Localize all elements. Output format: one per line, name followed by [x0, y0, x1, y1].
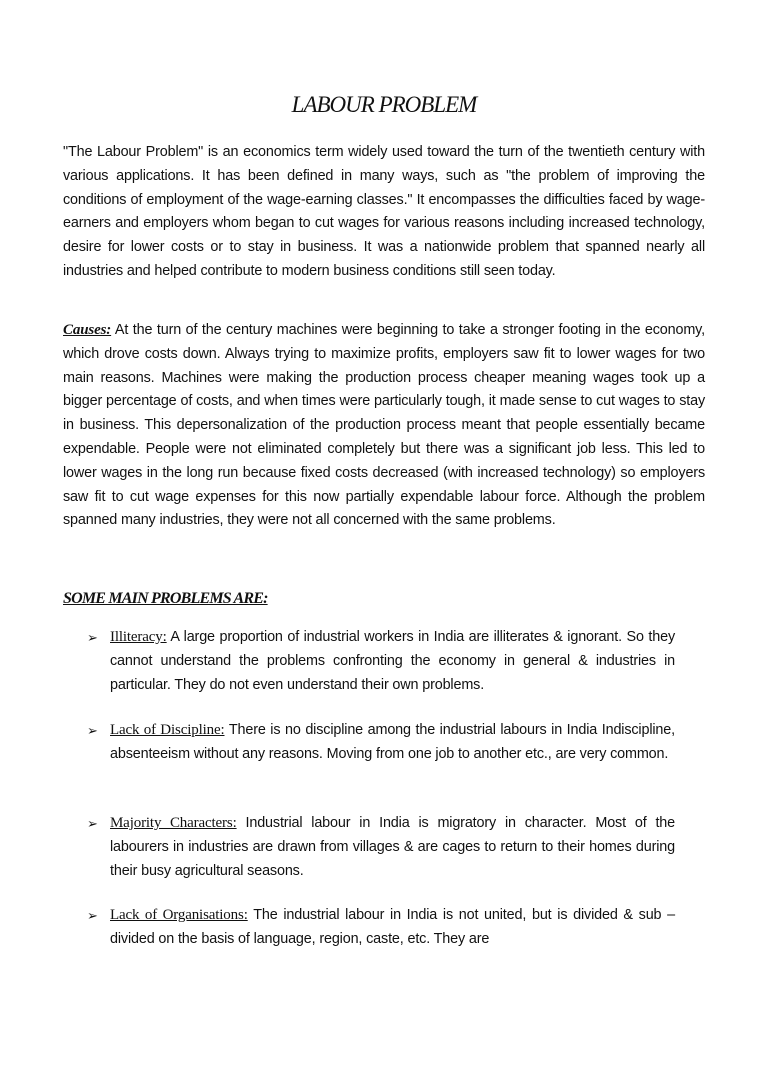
item-label: Lack of Discipline:	[110, 722, 225, 738]
item-text: A large proportion of industrial workers in India are illiterates & ignorant. So they cannot understand the problems confronting the economy in general & industries in particular. They do not even understand their own problems.	[110, 629, 675, 693]
item-text: There is no discipline among the industrial labours in India Indiscipline, absenteeism without any reasons. Moving from one job to another etc., are very common.	[110, 722, 675, 762]
causes-label: Causes:	[63, 322, 112, 338]
item-text: The industrial labour in India is not united, but is divided & sub – divided on the basis of language, region, caste, etc. They are	[110, 907, 676, 947]
item-label: Majority Characters:	[110, 815, 237, 831]
list-item	[87, 626, 675, 697]
intro-paragraph: "The Labour Problem" is an economics term widely used toward the turn of the twentieth century with various applications. It has been defined in many ways, such as "the problem of improving the conditions of employment of the wage-earning classes." It encompasses the difficulties faced by wage-earners and employers whom began to cut wages for various reasons including increased technology, desire for lower costs or to stay in business. It was a nationwide problem that spanned nearly all industries and helped contribute to modern business conditions still seen today.	[63, 144, 705, 279]
arrow-bullet-icon: ➢	[87, 630, 98, 645]
arrow-bullet-icon: ➢	[87, 908, 98, 923]
list-item	[87, 904, 675, 952]
page-title: LABOUR PROBLEM	[291, 92, 477, 117]
causes-paragraph	[63, 319, 705, 533]
item-text: Industrial labour in India is migratory in character. Most of the labourers in industries are drawn from villages & are cages to return to their homes during their busy agricultural seasons.	[110, 815, 675, 879]
problems-heading: SOME MAIN PROBLEMS ARE:	[63, 590, 268, 607]
list-item	[87, 719, 675, 767]
arrow-bullet-icon: ➢	[87, 723, 98, 738]
arrow-bullet-icon: ➢	[87, 816, 98, 831]
item-label: Lack of Organisations:	[110, 907, 248, 923]
item-label: Illiteracy:	[110, 629, 167, 645]
causes-text: At the turn of the century machines were beginning to take a stronger footing in the economy, which drove costs down. Always trying to maximize profits, employers saw fit to lower wages for two main reasons. Machines were making the production process cheaper meaning wages took up a bigger percentage of costs, and when times were particularly tough, it made sense to cut wages to stay in business. This depersonalization of the production process meant that people essentially became expendable. People were not eliminated completely but there was a significant job less. This led to lower wages in the long run because fixed costs decreased (with increased technology) so employers saw fit to cut wage expenses for this now partially expendable labour force. Although the problem spanned many industries, they were not all concerned with the same problems.	[63, 322, 705, 529]
list-item	[87, 812, 675, 883]
